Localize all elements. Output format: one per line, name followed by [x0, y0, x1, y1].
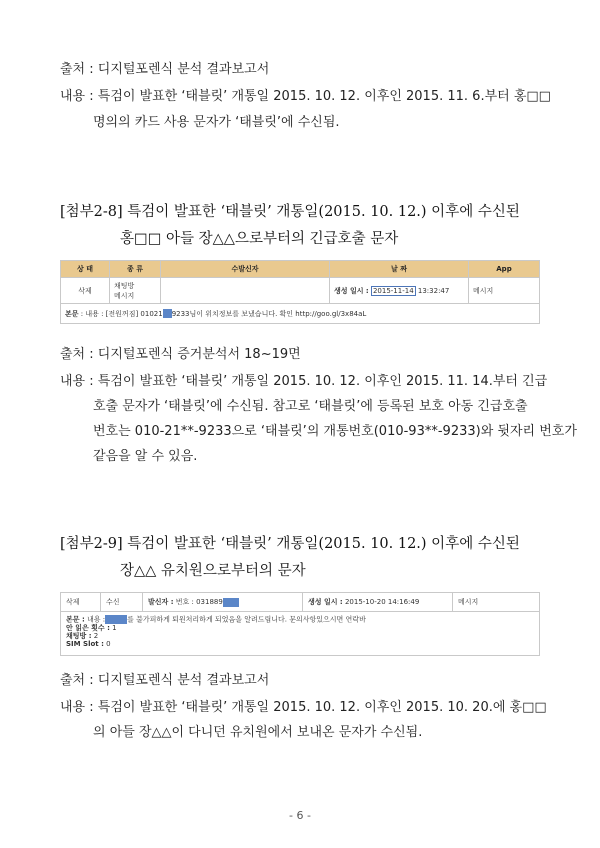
- header-cell: App: [469, 261, 540, 278]
- sim-label: SIM Slot :: [66, 640, 104, 648]
- body-label: 본문 :: [66, 615, 85, 624]
- kind-cell: 수신: [101, 593, 143, 611]
- chatroom-label: 채팅방 :: [66, 632, 92, 640]
- date-value: 2015-10-20 14:16:49: [344, 598, 420, 606]
- content-line: 번호는 010-21**-9233으로 ‘태블릿’의 개통번호(010-93**-9233)와 뒷자리 번호가: [93, 424, 577, 439]
- sender-label: 발신자 :: [148, 598, 174, 606]
- unread-value: 1: [112, 624, 117, 632]
- header-cell: 상 태: [61, 261, 110, 278]
- table-row: [61, 278, 540, 304]
- kind-line: 메시지: [114, 291, 135, 300]
- section-heading: [첨부2-8] 특검이 발표한 ‘태블릿’ 개통일(2015. 10. 12.) 이후에 수신된: [60, 204, 520, 220]
- section-heading-sub: 홍□□ 아들 장△△으로부터의 긴급호출 문자: [120, 231, 399, 247]
- header-cell: 날 짜: [330, 261, 469, 278]
- unread-label: 안 읽은 횟수 :: [66, 624, 110, 632]
- body-text-post: 9233님이 위치정보를 보냈습니다. 확인 http://goo.gl/3x84aL: [171, 309, 367, 318]
- sender-value: 번호 : 031889: [175, 598, 223, 606]
- content-line: 의 아들 장△△이 다니던 유치원에서 보내온 문자가 수신됨.: [93, 725, 423, 740]
- sim-value: 0: [106, 640, 111, 648]
- record-row: [61, 593, 539, 612]
- date-cell: [303, 593, 453, 611]
- kind-line: 채팅방: [114, 281, 135, 290]
- page-number: - 6 -: [289, 809, 311, 822]
- record-body: [66, 615, 366, 648]
- date-label: 생성 일시 :: [308, 598, 343, 606]
- sim-line: [66, 640, 366, 648]
- message-record: [60, 592, 540, 656]
- body-row: [61, 304, 540, 324]
- content-line: 같음을 알 수 있음.: [93, 449, 198, 464]
- header-cell: 종 류: [110, 261, 161, 278]
- redaction-block: [163, 309, 172, 318]
- body-line: [66, 615, 366, 624]
- redaction-block: [223, 598, 239, 607]
- content-line: 내용 : 특검이 발표한 ‘태블릿’ 개통일 2015. 10. 12. 이후인 2015. 11. 14.부터 긴급: [60, 374, 548, 389]
- content-line: 내용 : 특검이 발표한 ‘태블릿’ 개통일 2015. 10. 12. 이후인 2015. 10. 20.에 홍□□: [60, 700, 547, 715]
- highlighted-date: 2015-11-14: [372, 286, 414, 295]
- date-cell: [330, 278, 469, 304]
- app-cell: 메시지: [469, 278, 540, 304]
- table-header-row: [61, 261, 540, 278]
- time-value: 13:32:47: [417, 286, 450, 295]
- source-line: 출처 : 디지털포렌식 분석 결과보고서: [60, 62, 270, 77]
- header-cell: 수발신자: [161, 261, 330, 278]
- body-text-post: 를 불가피하게 퇴원처리하게 되었음을 알려드립니다. 문의사항있으시면 연락바: [127, 615, 366, 624]
- chatroom-line: [66, 632, 366, 640]
- source-line: 출처 : 디지털포렌식 증거분석서 18~19면: [60, 347, 301, 362]
- body-cell: [61, 304, 540, 324]
- redaction-block: [105, 615, 127, 624]
- sender-cell: [143, 593, 303, 611]
- content-line: 호출 문자가 ‘태블릿’에 수신됨. 참고로 ‘태블릿’에 등록된 보호 아동 긴급호출: [93, 399, 528, 414]
- unread-line: [66, 624, 366, 632]
- section-heading: [첨부2-9] 특검이 발표한 ‘태블릿’ 개통일(2015. 10. 12.) 이후에 수신된: [60, 536, 520, 552]
- body-label: 본문: [65, 309, 79, 318]
- content-line: 내용 : 특검이 발표한 ‘태블릿’ 개통일 2015. 10. 12. 이후인 2015. 11. 6.부터 홍□□: [60, 89, 551, 104]
- content-line: 명의의 카드 사용 문자가 ‘태블릿’에 수신됨.: [93, 115, 340, 130]
- app-cell: 메시지: [458, 598, 479, 606]
- status-cell: 삭제: [61, 278, 110, 304]
- status-cell: 삭제: [61, 593, 101, 611]
- body-text-pre: 내용 :: [87, 615, 106, 624]
- sender-cell: [161, 278, 330, 304]
- date-label: 생성 일시 :: [334, 286, 369, 295]
- chatroom-value: 2: [93, 632, 99, 640]
- source-line: 출처 : 디지털포렌식 분석 결과보고서: [60, 673, 270, 688]
- evidence-table: [60, 260, 540, 324]
- body-text-pre: : 내용 : [전원꺼짐] 01021: [80, 309, 163, 318]
- kind-cell: [110, 278, 161, 304]
- section-heading-sub: 장△△ 유치원으로부터의 문자: [120, 563, 306, 579]
